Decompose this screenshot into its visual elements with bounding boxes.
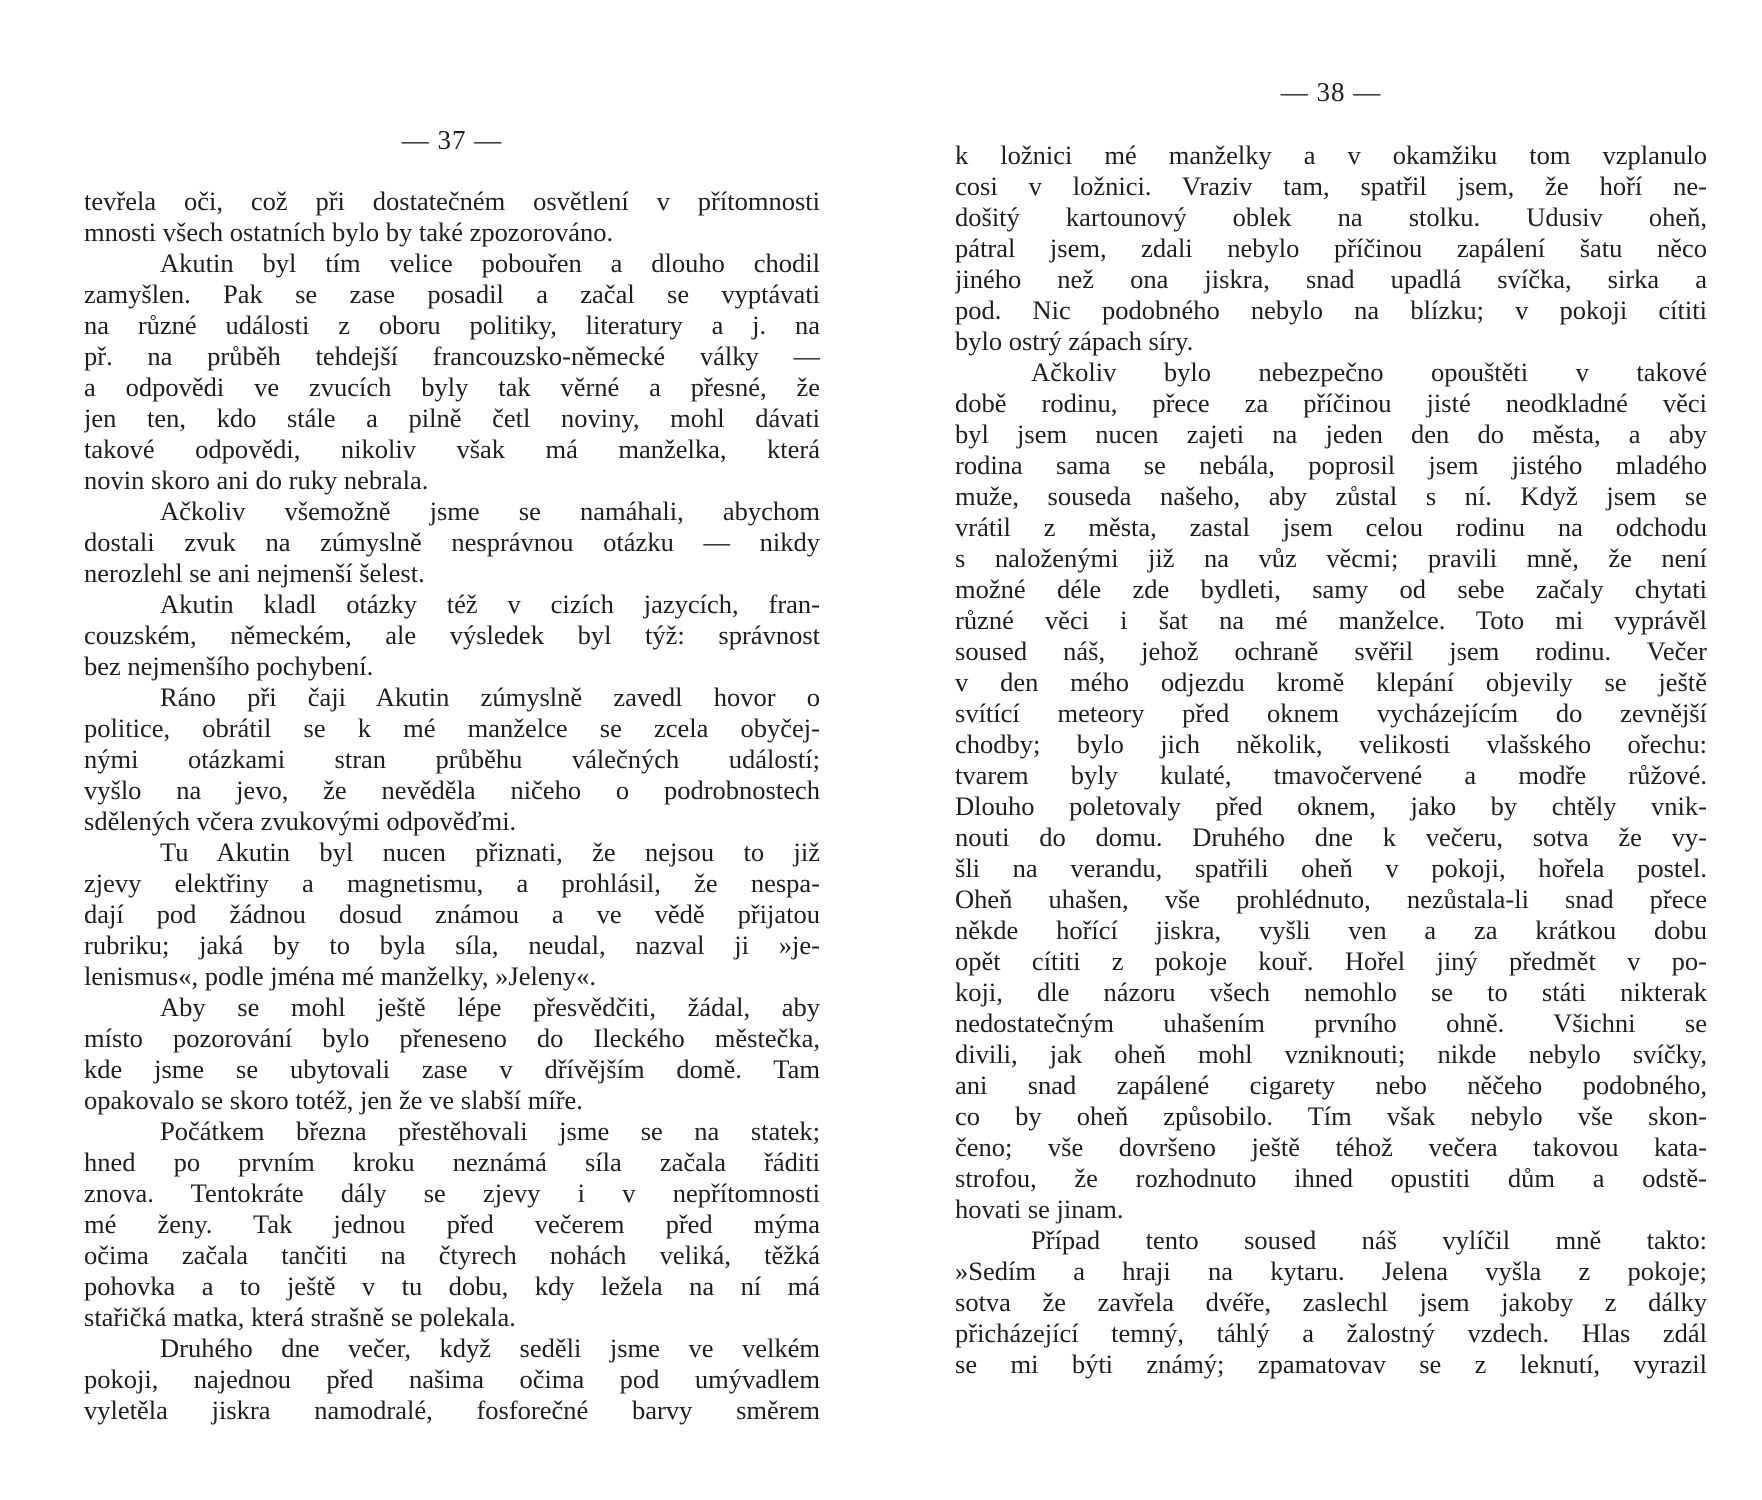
- text-line: na různé události z oboru politiky, literatury a j. na: [84, 310, 820, 340]
- text-line: soused náš, jehož ochraně svěřil jsem rodinu. Večer: [955, 636, 1707, 666]
- text-line: došitý kartounový oblek na stolku. Udusiv oheň,: [955, 202, 1707, 232]
- text-line: opakovalo se skoro totéž, jen že ve slabší míře.: [84, 1085, 583, 1115]
- text-line: očima začala tančiti na čtyrech nohách veliká, těžká: [84, 1240, 820, 1270]
- text-line: vrátil z města, zastal jsem celou rodinu na odchodu: [955, 512, 1707, 542]
- text-line: přicházející temný, táhlý a žalostný vzdech. Hlas zdál: [955, 1318, 1707, 1348]
- text-line: bez nejmenšího pochybení.: [84, 651, 374, 681]
- text-line: dostali zvuk na zúmyslně nesprávnou otázku — nikdy: [84, 527, 820, 557]
- text-line: Dlouho poletovaly před oknem, jako by chtěly vnik-: [955, 791, 1707, 821]
- text-line: k ložnici mé manželky a v okamžiku tom vzplanulo: [955, 140, 1707, 170]
- text-line: co by oheň způsobilo. Tím však nebylo vše skon-: [955, 1101, 1707, 1131]
- text-line: př. na průběh tehdejší francouzsko-německé války —: [84, 341, 820, 371]
- text-line: s naloženými již na vůz věcmi; pravili mně, že není: [955, 543, 1707, 573]
- text-line: muže, souseda našeho, aby zůstal s ní. Když jsem se: [955, 481, 1707, 511]
- text-line: hovati se jinam.: [955, 1194, 1124, 1224]
- text-line: nedostatečným uhašením prvního ohně. Všichni se: [955, 1008, 1707, 1038]
- text-line: Aby se mohl ještě lépe přesvědčiti, žádal, aby: [160, 992, 820, 1022]
- text-line: šli na verandu, spatřili oheň v pokoji, hořela postel.: [955, 853, 1707, 883]
- text-line: Ráno při čaji Akutin zúmyslně zavedl hovor o: [160, 682, 820, 712]
- text-line: cosi v ložnici. Vraziv tam, spatřil jsem, že hoří ne-: [955, 171, 1707, 201]
- text-line: pátral jsem, zdali nebylo příčinou zapálení šatu něco: [955, 233, 1707, 263]
- text-line: v den mého odjezdu kromě klepání objevily se ještě: [955, 667, 1707, 697]
- page-text: [84, 186, 820, 1426]
- text-line: takové odpovědi, nikoliv však má manželka, která: [84, 434, 820, 464]
- text-line: kde jsme se ubytovali zase v dřívějším domě. Tam: [84, 1054, 820, 1084]
- page-37: [84, 120, 820, 1426]
- page-number: — 37 —: [401, 125, 503, 155]
- text-line: Případ tento soused náš vylíčil mně takto:: [1031, 1225, 1707, 1255]
- text-line: zjevy elektřiny a magnetismu, a prohlásil, že nespa-: [84, 868, 820, 898]
- text-line: znova. Tentokráte dály se zjevy i v nepřítomnosti: [84, 1178, 820, 1208]
- text-line: různé věci i šat na mé manželce. Toto mi vyprávěl: [955, 605, 1707, 635]
- text-line: opět cítiti z pokoje kouř. Hořel jiný předmět v po-: [955, 946, 1707, 976]
- text-line: zamyšlen. Pak se zase posadil a začal se vyptávati: [84, 279, 820, 309]
- text-line: dají pod žádnou dosud známou a ve vědě přijatou: [84, 899, 820, 929]
- text-line: hned po prvním kroku neznámá síla začala řáditi: [84, 1147, 820, 1177]
- text-line: sdělených včera zvukovými odpověďmi.: [84, 806, 517, 836]
- page-38: [955, 72, 1707, 1380]
- text-line: couzském, německém, ale výsledek byl týž: správnost: [84, 620, 820, 650]
- text-line: nými otázkami stran průběhu válečných událostí;: [84, 744, 820, 774]
- text-line: místo pozorování bylo přeneseno do Ileckého městečka,: [84, 1023, 820, 1053]
- text-line: tvarem byly kulaté, tmavočervené a modře růžové.: [955, 760, 1707, 790]
- text-line: nerozlehl se ani nejmenší šelest.: [84, 558, 425, 588]
- text-line: mé ženy. Tak jednou před večerem před mýma: [84, 1209, 820, 1239]
- text-line: politice, obrátil se k mé manželce se zcela obyčej-: [84, 713, 820, 743]
- page-number: — 38 —: [1280, 77, 1382, 107]
- text-line: Počátkem března přestěhovali jsme se na statek;: [160, 1116, 820, 1146]
- text-line: možné déle zde bydleti, samy od sebe začaly chytati: [955, 574, 1707, 604]
- text-line: nouti do domu. Druhého dne k večeru, sotva že vy-: [955, 822, 1707, 852]
- text-line: čeno; vše dovršeno ještě téhož večera takovou kata-: [955, 1132, 1707, 1162]
- page-text: [955, 140, 1707, 1380]
- text-line: stařičká matka, která strašně se polekala.: [84, 1302, 516, 1332]
- text-line: pohovka a to ještě v tu dobu, kdy ležela na ní má: [84, 1271, 820, 1301]
- text-line: ani snad zapálené cigarety nebo něčeho podobného,: [955, 1070, 1707, 1100]
- text-line: rubriku; jaká by to byla síla, neudal, nazval ji »je-: [84, 930, 820, 960]
- text-line: Ačkoliv bylo nebezpečno opouštěti v takové: [1031, 357, 1707, 387]
- text-line: tevřela oči, což při dostatečném osvětlení v přítomnosti: [84, 186, 820, 216]
- text-line: koji, dle názoru všech nemohlo se to státi nikterak: [955, 977, 1707, 1007]
- text-line: byl jsem nucen zajeti na jeden den do města, a aby: [955, 419, 1707, 449]
- text-line: Ačkoliv všemožně jsme se namáhali, abychom: [160, 496, 820, 526]
- text-line: mnosti všech ostatních bylo by také zpozorováno.: [84, 217, 614, 247]
- text-line: Druhého dne večer, když seděli jsme ve velkém: [160, 1333, 820, 1363]
- text-line: bylo ostrý zápach síry.: [955, 326, 1194, 356]
- text-line: sotva že zavřela dvéře, zaslechl jsem jakoby z dálky: [955, 1287, 1707, 1317]
- text-line: se mi býti známý; zpamatovav se z leknutí, vyrazil: [955, 1349, 1707, 1379]
- text-line: Oheň uhašen, vše prohlédnuto, nezůstala-li snad přece: [955, 884, 1707, 914]
- text-line: strofou, že rozhodnuto ihned opustiti dům a odstě-: [955, 1163, 1707, 1193]
- text-line: novin skoro ani do ruky nebrala.: [84, 465, 429, 495]
- text-line: lenismus«, podle jména mé manželky, »Jeleny«.: [84, 961, 596, 991]
- text-line: vyšlo na jevo, že nevěděla ničeho o podrobnostech: [84, 775, 820, 805]
- text-line: jen ten, kdo stále a pilně četl noviny, mohl dávati: [84, 403, 820, 433]
- text-line: vyletěla jiskra namodralé, fosforečné barvy směrem: [84, 1395, 820, 1425]
- text-line: době rodinu, přece za příčinou jisté neodkladné věci: [955, 388, 1707, 418]
- text-line: jiného než ona jiskra, snad upadlá svíčka, sirka a: [955, 264, 1707, 294]
- text-line: svítící meteory před oknem vycházejícím do zevnější: [955, 698, 1707, 728]
- text-line: Akutin kladl otázky též v cizích jazycích, fran-: [160, 589, 820, 619]
- text-line: pokoji, najednou před našima očima pod umývadlem: [84, 1364, 820, 1394]
- text-line: »Sedím a hraji na kytaru. Jelena vyšla z pokoje;: [955, 1256, 1707, 1286]
- text-line: někde hořící jiskra, vyšli ven a za krátkou dobu: [955, 915, 1707, 945]
- text-line: rodina sama se nebála, poprosil jsem jistého mladého: [955, 450, 1707, 480]
- text-line: pod. Nic podobného nebylo na blízku; v pokoji cítiti: [955, 295, 1707, 325]
- text-line: divili, jak oheň mohl vzniknouti; nikde nebylo svíčky,: [955, 1039, 1707, 1069]
- text-line: Tu Akutin byl nucen přiznati, že nejsou to již: [160, 837, 820, 867]
- text-line: a odpovědi ve zvucích byly tak věrné a přesné, že: [84, 372, 820, 402]
- text-line: Akutin byl tím velice pobouřen a dlouho chodil: [160, 248, 820, 278]
- text-line: chodby; bylo jich několik, velikosti vlašského ořechu:: [955, 729, 1707, 759]
